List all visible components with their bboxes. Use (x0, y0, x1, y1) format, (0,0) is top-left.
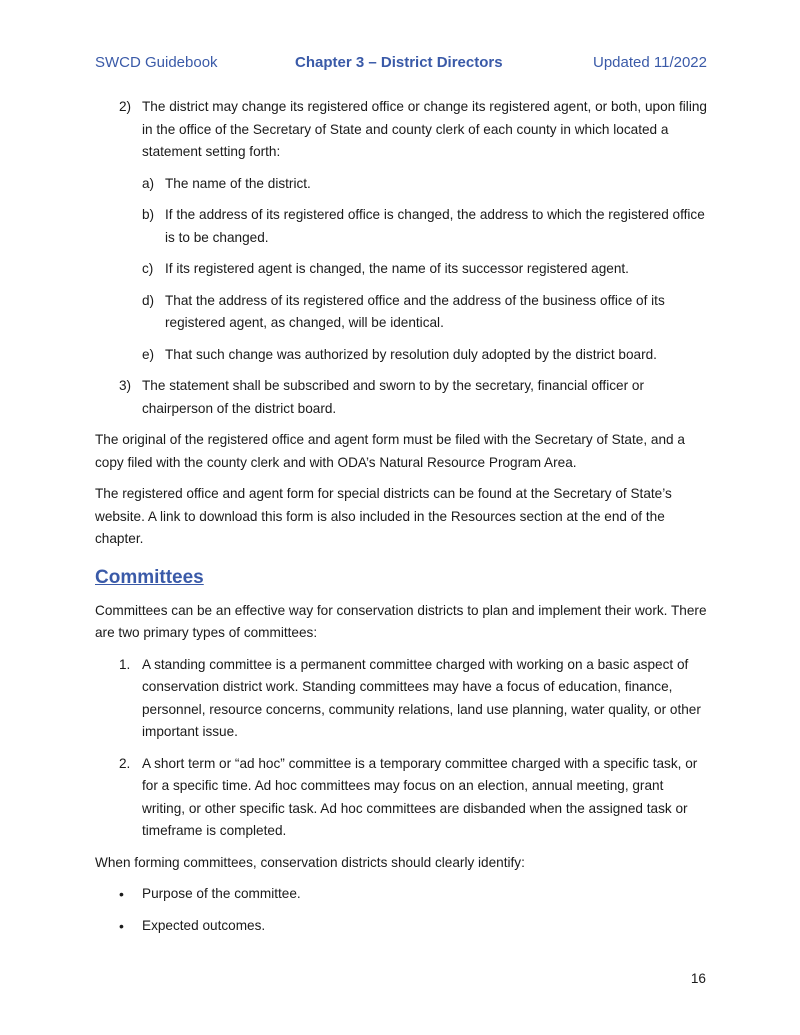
sub-list-item (95, 344, 710, 367)
bullet-list-item (95, 915, 710, 938)
bullet-icon: • (119, 917, 124, 934)
sub-list-item (95, 204, 710, 249)
page-header (95, 54, 707, 74)
sub-list-item-text: That such change was authorized by resolution duly adopted by the district board. (165, 346, 657, 362)
sub-list-marker: e) (142, 346, 155, 362)
list-item-text: A standing committee is a permanent committee charged with working on a basic aspect of conservation district work. Standing committees may have a focus of education, finance, personnel, resource concerns, community relations, land use planning, water quality, or other important issue. (142, 656, 701, 739)
sub-list-marker: a) (142, 175, 155, 191)
sub-list-item-text: If its registered agent is changed, the name of its successor registered agent. (165, 261, 629, 276)
bullet-icon: • (119, 886, 124, 902)
sub-list-item (95, 258, 710, 281)
list-marker: 1. (119, 656, 131, 672)
header-guidebook-title: SWCD Guidebook (95, 54, 218, 71)
bullet-item-text: Expected outcomes. (142, 917, 266, 933)
list-marker: 2) (119, 99, 132, 114)
bullet-list-item (95, 883, 710, 906)
page-content (95, 96, 710, 946)
section-heading-committees: Committees (95, 566, 204, 588)
sub-list-marker: d) (142, 292, 155, 308)
list-marker: 3) (119, 378, 132, 393)
header-updated-date: Updated 11/2022 (593, 54, 707, 71)
list-item (95, 96, 710, 164)
page-number: 16 (690, 971, 706, 986)
list-item (95, 375, 710, 420)
numbered-list-item (95, 753, 710, 843)
sub-list-item-text: The name of the district. (165, 175, 311, 191)
paragraph-committees-intro: Committees can be an effective way for conservation districts to plan and implement their work. There are two primary types of committees: (95, 602, 707, 640)
header-chapter-title: Chapter 3 – District Directors (295, 54, 503, 71)
list-item-text: The district may change its registered office or change its registered agent, or both, upon filing in the office of the Secretary of State and county clerk of each county in which located a statement setting forth: (142, 99, 707, 159)
sub-list-item (95, 173, 710, 196)
sub-list-marker: c) (142, 261, 154, 276)
sub-list-item (95, 290, 710, 335)
paragraph-registered-office-form: The registered office and agent form for special districts can be found at the Secretary of State’s website. A link to download this form is also included in the Resources section at the end of the chapter. (95, 486, 672, 546)
numbered-list-item (95, 654, 710, 744)
list-item-text: A short term or “ad hoc” committee is a temporary committee charged with a specific task, or for a specific time. Ad hoc committees may focus on an election, annual meeting, grant writing, or other specific task. Ad hoc committees are disbanded when the assigned task or timeframe is completed. (142, 755, 698, 838)
paragraph-registered-office-filing: The original of the registered office and agent form must be filed with the Secretary of State, and a copy filed with the county clerk and with ODA’s Natural Resource Program Area. (95, 432, 685, 470)
sub-list-item-text: If the address of its registered office is changed, the address to which the registered office is to be changed. (165, 207, 705, 245)
list-item-text: The statement shall be subscribed and sworn to by the secretary, financial officer or chairperson of the district board. (142, 378, 644, 416)
sub-list-item-text: That the address of its registered office and the address of the business office of its registered agent, as changed, will be identical. (165, 292, 665, 330)
list-marker: 2. (119, 755, 131, 771)
sub-list-marker: b) (142, 207, 155, 222)
bullet-item-text: Purpose of the committee. (142, 886, 301, 901)
paragraph-forming-committees: When forming committees, conservation districts should clearly identify: (95, 854, 525, 870)
